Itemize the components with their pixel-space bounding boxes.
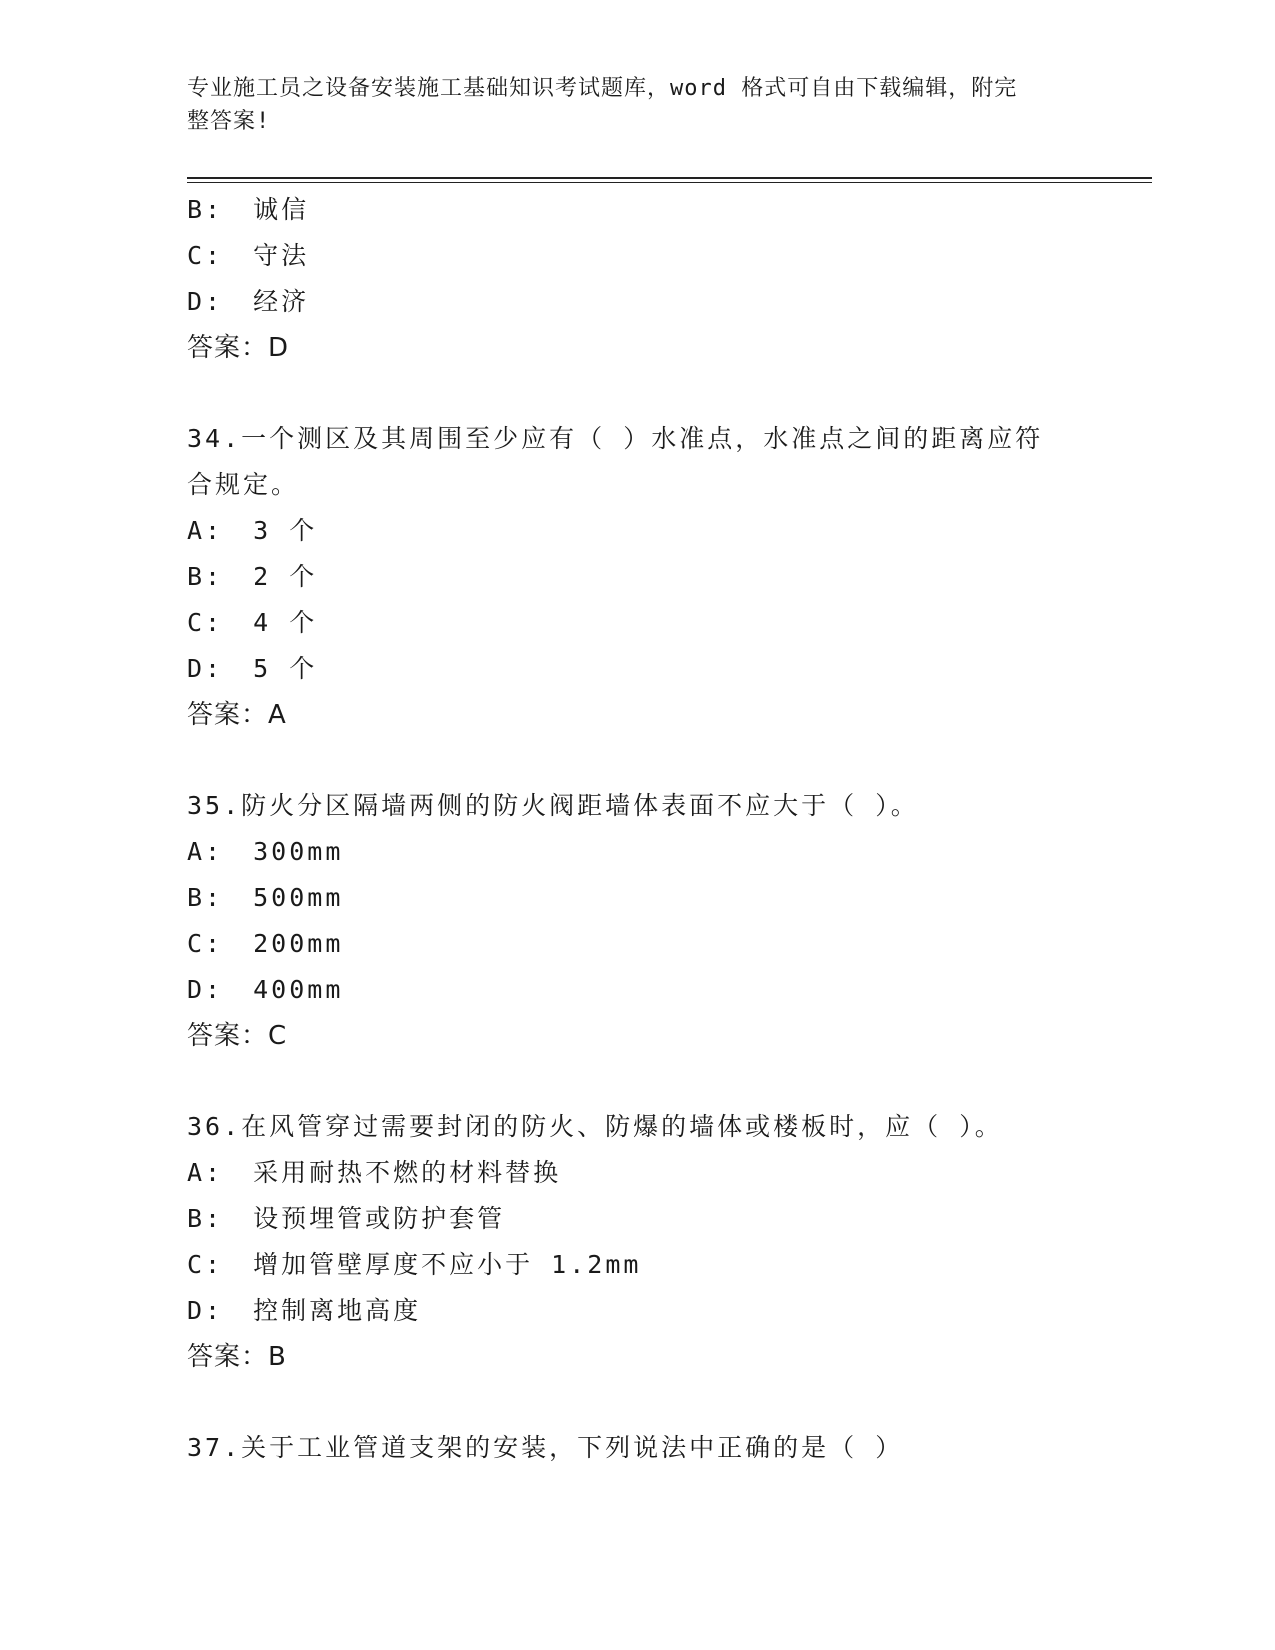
question-stem-line-1: 37.关于工业管道支架的安装，下列说法中正确的是（ ） [187,1433,904,1462]
header-line-1: 专业施工员之设备安装施工基础知识考试题库，word 格式可自由下载编辑，附完 [187,76,1018,101]
answer-line: 答案：A [187,700,287,730]
document-header [187,72,1067,138]
option-a: A: 采用耐热不燃的材料替换 [187,1158,562,1187]
option-b: B: 2 个 [187,562,318,591]
option-b: B: 诚信 [187,195,310,224]
option-b: B: 500mm [187,883,344,912]
header-line-2: 整答案! [187,109,271,134]
option-b: B: 设预埋管或防护套管 [187,1204,506,1233]
question-35 [187,783,1087,1059]
option-c: C: 200mm [187,929,344,958]
question-37 [187,1425,1087,1471]
answer-line: 答案：C [187,1021,288,1051]
option-d: D: 控制离地高度 [187,1296,422,1325]
header-rule-thick [187,177,1152,179]
answer-line: 答案：D [187,333,290,363]
question-stem-line-2: 合规定。 [187,470,300,499]
option-d: D: 经济 [187,287,310,316]
option-d: D: 5 个 [187,654,318,683]
question-stem-line-1: 35.防火分区隔墙两侧的防火阀距墙体表面不应大于（ ）。 [187,791,919,820]
question-stem-line-1: 34.一个测区及其周围至少应有（ ）水准点，水准点之间的距离应符 [187,424,1044,453]
option-a: A: 3 个 [187,516,318,545]
question-stem-line-1: 36.在风管穿过需要封闭的防火、防爆的墙体或楼板时，应（ ）。 [187,1112,1003,1141]
option-c: C: 守法 [187,241,310,270]
question-36 [187,1104,1087,1380]
option-c: C: 增加管壁厚度不应小于 1.2mm [187,1250,642,1279]
question-list [187,187,1087,1471]
question-34 [187,416,1087,738]
option-d: D: 400mm [187,975,344,1004]
option-c: C: 4 个 [187,608,318,637]
answer-line: 答案：B [187,1342,287,1372]
option-a: A: 300mm [187,837,344,866]
question-33-continued [187,187,1087,371]
header-rule-thin [187,182,1152,183]
